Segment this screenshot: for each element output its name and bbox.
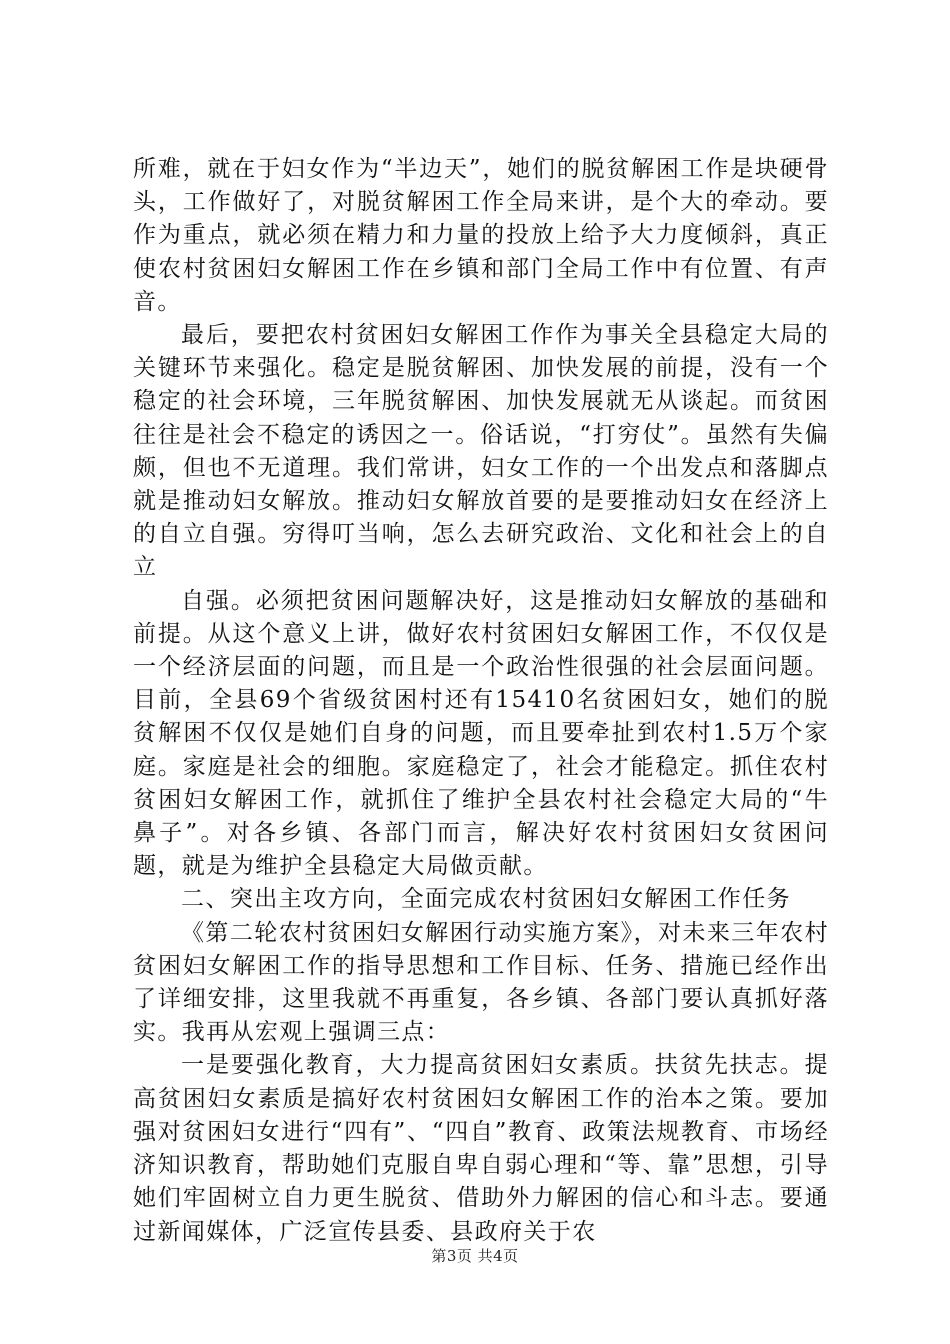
paragraph-2: 最后，要把农村贫困妇女解困工作作为事关全县稳定大局的关键环节来强化。稳定是脱贫解困、加快发展的前提，没有一个稳定的社会环境，三年脱贫解困、加快发展就无从谈起。而贫困往往是社会不稳定的诱因之一。俗话说，“打穷仗”。虽然有失偏颇，但也不无道理。我们常讲，妇女工作的一个出发点和落脚点就是推动妇女解放。推动妇女解放首要的是要推动妇女在经济上的自立自强。穷得叮当响，怎么去研究政治、文化和社会上的自立 — [133, 322, 829, 581]
page-footer: 第3页 共4页 — [431, 1247, 519, 1265]
section-heading: 二、突出主攻方向，全面完成农村贫困妇女解困工作任务 — [181, 886, 791, 913]
paragraph-1: 所难，就在于妇女作为“半边天”，她们的脱贫解困工作是块硬骨头，工作做好了，对脱贫解困工作全局来讲，是个大的牵动。要作为重点，就必须在精力和力量的投放上给予大力度倾斜，真正使农村贫困妇女解困工作在乡镇和部门全局工作中有位置、有声音。 — [133, 156, 829, 315]
paragraph-4: 《第二轮农村贫困妇女解困行动实施方案》，对未来三年农村贫困妇女解困工作的指导思想和工作目标、任务、措施已经作出了详细安排，这里我就不再重复，各乡镇、各部门要认真抓好落实。我再从宏观上强调三点： — [133, 919, 829, 1046]
document-body — [133, 153, 829, 1249]
paragraph-3: 自强。必须把贫困问题解决好，这是推动妇女解放的基础和前提。从这个意义上讲，做好农村贫困妇女解困工作，不仅仅是一个经济层面的问题，而且是一个政治性很强的社会层面问题。目前，全县69个省级贫困村还有15410名贫困妇女，她们的脱贫解困不仅仅是她们自身的问题，而且要牵扯到农村1.5万个家庭。家庭是社会的细胞。家庭稳定了，社会才能稳定。抓住农村贫困妇女解困工作，就抓住了维护全县农村社会稳定大局的“牛鼻子”。对各乡镇、各部门而言，解决好农村贫困妇女贫困问题，就是为维护全县稳定大局做贡献。 — [133, 587, 829, 880]
paragraph-5: 一是要强化教育，大力提高贫困妇女素质。扶贫先扶志。提高贫困妇女素质是搞好农村贫困妇女解困工作的治本之策。要加强对贫困妇女进行“四有”、“四自”教育、政策法规教育、市场经济知识教育，帮助她们克服自卑自弱心理和“等、靠”思想，引导她们牢固树立自力更生脱贫、借助外力解困的信心和斗志。要通过新闻媒体，广泛宣传县委、县政府关于农 — [133, 1052, 829, 1245]
